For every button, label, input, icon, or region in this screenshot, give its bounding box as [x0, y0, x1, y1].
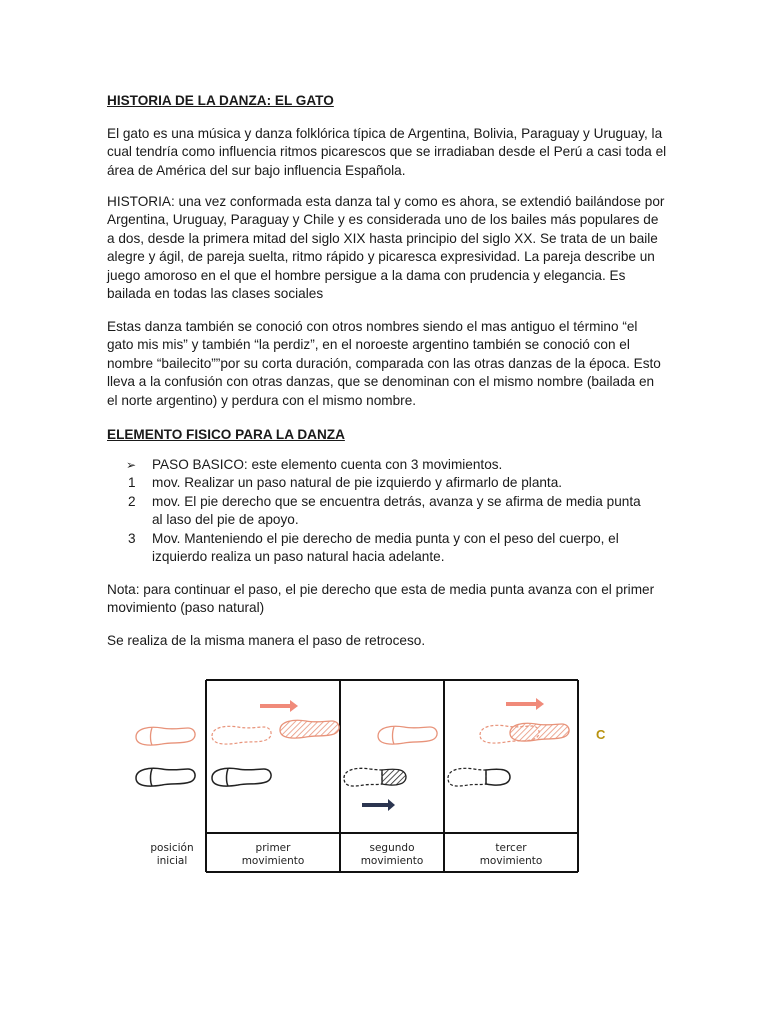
red-arrow-right-icon: [506, 698, 544, 710]
caption-segundo-movimiento-2: movimiento: [360, 855, 424, 867]
caption-posicion-inicial-2: inicial: [156, 855, 188, 867]
right-foot-hatched-icon: [510, 723, 569, 741]
historia-paragraph: HISTORIA: una vez conformada esta danza tal y como es ahora, se extendió bailándose por Argentina, Uruguay, Paraguay y Chile y es considerada uno de los bailes más populares de a dos, desde la primera mitad del siglo XIX hasta principio del siglo XX. Se trata de un baile alegre y ágil, de pareja suelta, ritmo rápido y picaresca expresividad. La pareja describe un juego amoroso en el que el hombre persigue a la dama con prudencia y elegancia. Es bailada en todas las clases sociales: [107, 194, 665, 302]
left-foot-outline-icon: [212, 768, 271, 786]
retroceso-paragraph: Se realiza de la misma manera el paso de retroceso.: [107, 633, 426, 648]
step-text-continued: izquierdo realiza un paso natural hacia adelante.: [152, 549, 445, 564]
page-title: HISTORIA DE LA DANZA: EL GATO: [107, 93, 334, 108]
section-title-elemento-fisico: ELEMENTO FISICO PARA LA DANZA: [107, 427, 345, 442]
dark-arrow-right-icon: [362, 799, 395, 811]
footwork-diagram: [120, 670, 620, 880]
paso-basico-item: PASO BASICO: este elemento cuenta con 3 movimientos.: [152, 457, 503, 472]
left-foot-half-hatched-icon: [344, 768, 406, 786]
nombres-paragraph: Estas danza también se conoció con otros nombres siendo el mas antiguo el término “el gato mis mis” y también “la perdiz”, en el noroeste argentino también se conoció con el nombre “bailecito””por su corta duración, comparada con las otras danzas de la época. Esto lleva a la confusión con otras danzas, que se denominan con el mismo nombre (bailada en el norte argentino) y perdura con el mismo nombre.: [107, 319, 661, 408]
step-text: mov. Realizar un paso natural de pie izquierdo y afirmarlo de planta.: [152, 475, 563, 490]
left-foot-outline-icon: [136, 768, 195, 786]
caption-segundo-movimiento: segundo: [369, 842, 415, 854]
step-text-continued: al laso del pie de apoyo.: [152, 512, 299, 527]
nota-paragraph: Nota: para continuar el paso, el pie derecho que esta de media punta avanza con el primer movimiento (paso natural): [107, 582, 655, 616]
caption-posicion-inicial: posición: [150, 842, 194, 854]
right-foot-outline-icon: [136, 727, 195, 745]
left-foot-outline-icon: [486, 769, 510, 785]
caption-tercer-movimiento-2: movimiento: [479, 855, 543, 867]
step-text: mov. El pie derecho que se encuentra detrás, avanza y se afirma de media punta: [152, 494, 641, 509]
red-arrow-right-icon: [260, 700, 298, 712]
caption-primer-movimiento: primer: [255, 842, 291, 854]
step-number: 1: [128, 475, 136, 490]
side-mark: C: [596, 727, 606, 742]
caption-tercer-movimiento: tercer: [495, 842, 527, 854]
caption-primer-movimiento-2: movimiento: [241, 855, 305, 867]
step-number: 2: [128, 494, 136, 509]
step-text: Mov. Manteniendo el pie derecho de media punta y con el peso del cuerpo, el: [152, 531, 619, 546]
right-foot-dashed-icon: [212, 726, 271, 744]
right-foot-outline-icon: [378, 726, 437, 744]
right-foot-hatched-icon: [280, 720, 339, 738]
arrow-bullet-icon: ➢: [126, 458, 137, 472]
left-foot-dashed-icon: [448, 768, 486, 786]
step-number: 3: [128, 531, 136, 546]
intro-paragraph: El gato es una música y danza folklórica típica de Argentina, Bolivia, Paraguay y Uruguay, la cual tendría como influencia ritmos picarescos que se irradiaban desde el Perú a casi toda el área de América del sur bajo influencia Española.: [107, 126, 667, 178]
